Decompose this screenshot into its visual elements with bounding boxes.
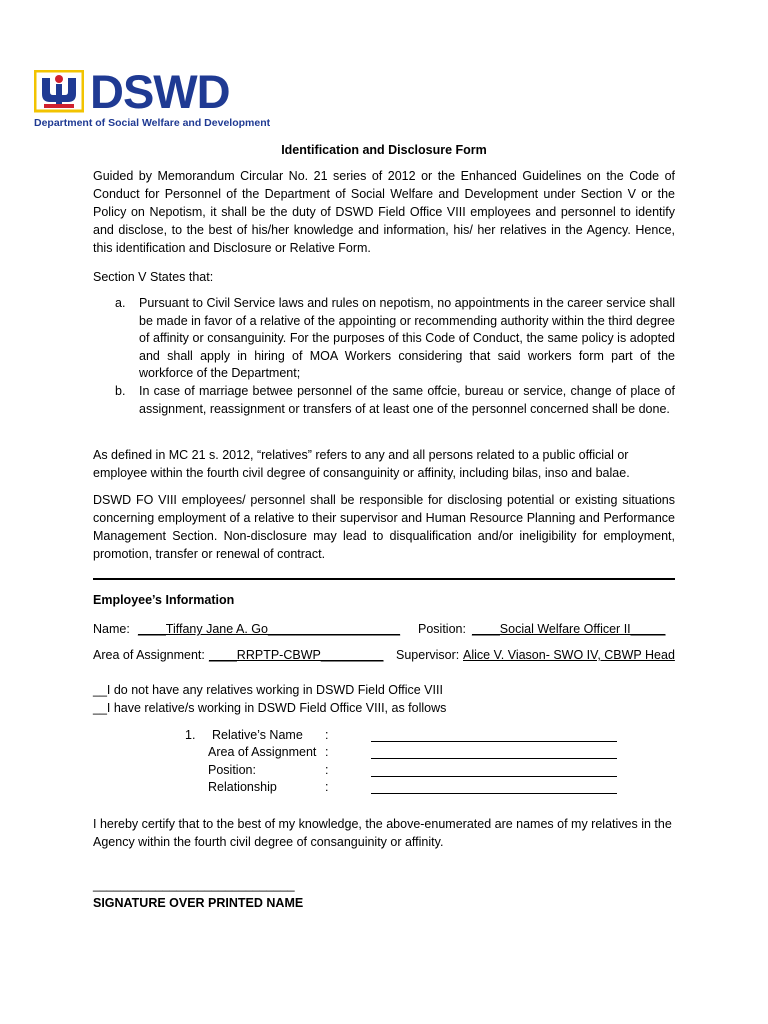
relative-field-label: Position: [208, 763, 256, 777]
relative-field-colon: : [325, 728, 329, 742]
logo-text: DSWD [90, 65, 230, 118]
list-item [115, 295, 675, 383]
list-item-text: Pursuant to Civil Service laws and rules on nepotism, no appointments in the career service shall be made in favor of a relative of the appointing or recommending authority within the third degree of affinity or consanguinity. For the purposes of this Code of Conduct, the same policy is adopted and shall apply in hiring of MOA Workers considering that said workers form part of the workforce of the Department; [139, 296, 675, 381]
name-label: Name: [93, 622, 130, 636]
relative-field-colon: : [325, 763, 329, 777]
list-marker: b. [115, 383, 126, 398]
relative-field-colon: : [325, 745, 329, 759]
area-field[interactable]: ____RRPTP-CBWP_________ [209, 648, 384, 662]
relative-relationship-line[interactable] [371, 793, 617, 794]
employee-info-heading: Employee’s Information [93, 593, 235, 607]
section-v-list [115, 295, 675, 418]
position-field[interactable]: ____Social Welfare Officer II_____ [472, 622, 666, 636]
area-label: Area of Assignment: [93, 648, 205, 662]
section-divider [93, 578, 675, 580]
relative-field-label: Area of Assignment [208, 745, 317, 759]
relative-field-label: Relationship [208, 780, 277, 794]
list-item-text: In case of marriage betwee personnel of the same offcie, bureau or service, change of place of assignment, reassignment or transfers of at least one of the personnel concerned shall be done. [139, 383, 675, 416]
signature-label: SIGNATURE OVER PRINTED NAME [93, 896, 304, 910]
dswd-logo [34, 65, 271, 132]
dswd-emblem-icon [34, 70, 84, 114]
relative-number: 1. [185, 728, 196, 742]
form-title: Identification and Disclosure Form [281, 143, 487, 157]
option-no-relatives[interactable]: __I do not have any relatives working in DSWD Field Office VIII [93, 683, 443, 697]
list-item [115, 383, 675, 418]
certification-paragraph: I hereby certify that to the best of my knowledge, the above-enumerated are names of my relatives in the Agency within the fourth civil degree of consanguinity or affinity. [93, 817, 672, 849]
intro-paragraph: Guided by Memorandum Circular No. 21 series of 2012 or the Enhanced Guidelines on the Code of Conduct for Personnel of the Department of Social Welfare and Development under Section V or the Policy on Nepotism, it shall be the duty of DSWD Field Office VIII employees and personnel to identify and disclose, to the best of his/her knowledge and information, his/ her relatives in the Agency. Hence, this identification and Disclosure or Relative Form. [93, 169, 675, 255]
supervisor-label: Supervisor: [396, 648, 460, 662]
relative-field-label: Relative’s Name [212, 728, 303, 742]
option-has-relatives[interactable]: __I have relative/s working in DSWD Field Office VIII, as follows [93, 701, 447, 715]
section-heading: Section V States that: [93, 270, 214, 284]
signature-line[interactable]: _____________________________ [93, 878, 295, 892]
definition-paragraph: As defined in MC 21 s. 2012, “relatives” refers to any and all persons related to a public official or employee within the fourth civil degree of consanguinity or affinity, including bilas, inso and balae. [93, 448, 630, 480]
relative-position-line[interactable] [371, 776, 617, 777]
supervisor-field[interactable]: Alice V. Viason- SWO IV, CBWP Head [463, 648, 675, 662]
relative-name-line[interactable] [371, 741, 617, 742]
responsibility-paragraph: DSWD FO VIII employees/ personnel shall be responsible for disclosing potential or existing situations concerning employment of a relative to their supervisor and Human Resource Planning and Performance Management Section. Non-disclosure may lead to disqualification and/or ineligibility for employment, promotion, transfer or renewal of contract. [93, 493, 675, 561]
list-marker: a. [115, 296, 126, 310]
name-field[interactable]: ____Tiffany Jane A. Go___________________ [138, 622, 401, 636]
relative-area-line[interactable] [371, 758, 617, 759]
logo-subtitle: Department of Social Welfare and Development [34, 117, 271, 129]
position-label: Position: [418, 622, 466, 636]
relative-field-colon: : [325, 780, 329, 794]
